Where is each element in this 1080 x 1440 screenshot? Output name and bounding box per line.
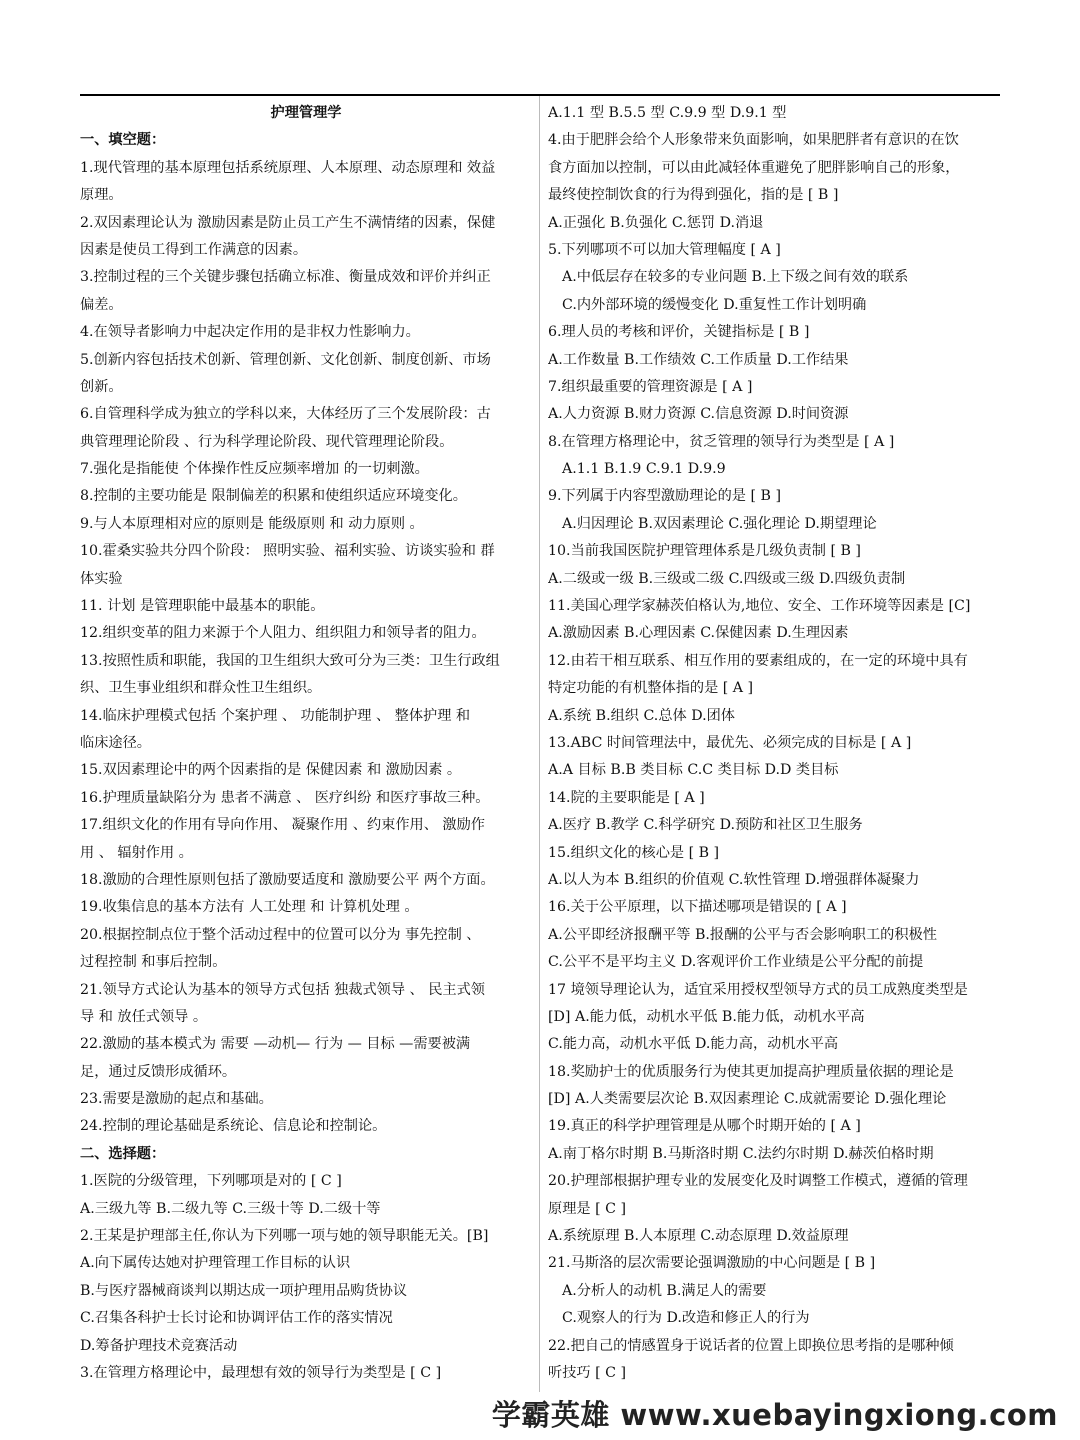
text-line: A.人力资源 B.财力资源 C.信息资源 D.时间资源 <box>548 406 849 423</box>
text-line: A.归因理论 B.双因素理论 C.强化理论 D.期望理论 <box>562 515 877 532</box>
text-line: 听技巧 [ C ] <box>548 1364 627 1381</box>
right-column <box>548 100 1000 1387</box>
text-line: 9.下列属于内容型激励理论的是 [ B ] <box>548 488 782 505</box>
text-line: 足，通过反馈形成循环。 <box>80 1063 237 1080</box>
text-line: A.南丁格尔时期 B.马斯洛时期 C.法约尔时期 D.赫茨伯格时期 <box>548 1145 934 1162</box>
text-line: 24.控制的理论基础是系统论、信息论和控制论。 <box>80 1118 387 1135</box>
text-line: 22.把自己的情感置身于说话者的位置上即换位思考指的是哪种倾 <box>548 1337 954 1354</box>
text-line: 21.马斯洛的层次需要论强调激励的中心问题是 [ B ] <box>548 1255 876 1272</box>
text-line: 13.ABC 时间管理法中，最优先、必须完成的目标是 [ A ] <box>548 734 912 751</box>
text-line: 原理是 [ C ] <box>548 1200 627 1217</box>
text-line: 11.美国心理学家赫茨伯格认为,地位、安全、工作环境等因素是 [C] <box>548 598 971 615</box>
text-line: 5.下列哪项不可以加大管理幅度 [ A ] <box>548 241 781 258</box>
text-line: A.工作数量 B.工作绩效 C.工作质量 D.工作结果 <box>548 351 849 368</box>
text-line: 3.控制过程的三个关键步骤包括确立标准、衡量成效和评价并纠正 <box>80 269 491 286</box>
text-line: 23.需要是激励的起点和基础。 <box>80 1091 273 1108</box>
text-line: 18.激励的合理性原则包括了激励要适度和 激励要公平 两个方面。 <box>80 871 495 888</box>
text-line: 14.院的主要职能是 [ A ] <box>548 789 705 806</box>
text-line: 偏差。 <box>80 296 123 313</box>
text-line: 6.理人员的考核和评价，关键指标是 [ B ] <box>548 324 810 341</box>
text-line: 9.与人本原理相对应的原则是 能级原则 和 动力原则 。 <box>80 515 424 532</box>
text-line: 19.收集信息的基本方法有 人工处理 和 计算机处理 。 <box>80 899 419 916</box>
text-line: 7.组织最重要的管理资源是 [ A ] <box>548 378 753 395</box>
left-column <box>80 100 532 1387</box>
text-line: 15.双因素理论中的两个因素指的是 保健因素 和 激励因素 。 <box>80 762 462 779</box>
text-line: D.筹备护理技术竞赛活动 <box>80 1337 238 1354</box>
text-line: 10.霍桑实验共分四个阶段： 照明实验、福利实验、访谈实验和 群 <box>80 543 495 560</box>
page-title: 护理管理学 <box>270 105 342 121</box>
text-line: 体实验 <box>80 570 123 587</box>
text-line: 22.激励的基本模式为 需要 —动机— 行为 — 目标 —需要被满 <box>80 1036 471 1053</box>
text-line: 典管理理论阶段 、行为科学理论阶段、现代管理理论阶段。 <box>80 433 454 450</box>
text-line: 4.由于肥胖会给个人形象带来负面影响，如果肥胖者有意识的在饮 <box>548 132 959 149</box>
text-line: 10.当前我国医院护理管理体系是几级负责制 [ B ] <box>548 543 861 560</box>
text-line: 12.由若干相互联系、相互作用的要素组成的，在一定的环境中具有 <box>548 652 968 669</box>
text-line: C.公平不是平均主义 D.客观评价工作业绩是公平分配的前提 <box>548 954 924 971</box>
text-line: 5.创新内容包括技术创新、管理创新、文化创新、制度创新、市场 <box>80 351 491 368</box>
text-line: 11. 计划 是管理职能中最基本的职能。 <box>80 598 325 615</box>
text-line: [D] A.人类需要层次论 B.双因素理论 C.成就需要论 D.强化理论 <box>548 1091 947 1108</box>
text-line: A.分析人的动机 B.满足人的需要 <box>562 1282 767 1299</box>
column-divider <box>539 96 540 1392</box>
watermark-brand: 学霸英雄 www.xuebayingxiong.com <box>491 1398 1058 1432</box>
text-line: 20.根据控制点位于整个活动过程中的位置可以分为 事先控制 、 <box>80 926 481 943</box>
text-line: 6.自管理科学成为独立的学科以来，大体经历了三个发展阶段：古 <box>80 406 491 423</box>
text-line: C.内外部环境的缓慢变化 D.重复性工作计划明确 <box>562 296 867 313</box>
text-line: A.系统 B.组织 C.总体 D.团体 <box>548 707 735 724</box>
section-heading: 一、填空题： <box>80 132 166 149</box>
text-line: 用 、 辐射作用 。 <box>80 844 193 861</box>
text-line: 2.双因素理论认为 激励因素是防止员工产生不满情绪的因素，保健 <box>80 214 496 231</box>
text-line: 17.组织文化的作用有导向作用、 凝聚作用 、约束作用、 激励作 <box>80 817 485 834</box>
text-line: A.向下属传达她对护理管理工作目标的认识 <box>80 1255 351 1272</box>
text-line: 19.真正的科学护理管理是从哪个时期开始的 [ A ] <box>548 1118 861 1135</box>
text-line: A.三级九等 B.二级九等 C.三级十等 D.二级十等 <box>80 1200 381 1217</box>
text-line: 13.按照性质和职能，我国的卫生组织大致可分为三类：卫生行政组 <box>80 652 500 669</box>
text-line: 导 和 放任式领导 。 <box>80 1008 208 1025</box>
text-line: B.与医疗器械商谈判以期达成一项护理用品购货协议 <box>80 1282 408 1299</box>
text-line: 特定功能的有机整体指的是 [ A ] <box>548 680 754 697</box>
text-line: 16.关于公平原理，以下描述哪项是错误的 [ A ] <box>548 899 847 916</box>
text-line: 21.领导方式论认为基本的领导方式包括 独裁式领导 、 民主式领 <box>80 981 485 998</box>
text-line: 临床途径。 <box>80 734 151 751</box>
text-line: 8.在管理方格理论中，贫乏管理的领导行为类型是 [ A ] <box>548 433 895 450</box>
text-line: 16.护理质量缺陷分为 患者不满意 、 医疗纠纷 和医疗事故三种。 <box>80 789 490 806</box>
text-line: A.A 目标 B.B 类目标 C.C 类目标 D.D 类目标 <box>548 762 839 779</box>
text-line: A.1.1 型 B.5.5 型 C.9.9 型 D.9.1 型 <box>548 105 787 121</box>
text-line: A.以人为本 B.组织的价值观 C.软性管理 D.增强群体凝聚力 <box>548 871 920 888</box>
section-heading: 二、选择题： <box>80 1145 166 1162</box>
text-line: 12.组织变革的阻力来源于个人阻力、组织阻力和领导者的阻力。 <box>80 625 486 642</box>
text-line: 2.王某是护理部主任,你认为下列哪一项与她的领导职能无关。[B] <box>80 1228 489 1245</box>
text-line: 20.护理部根据护理专业的发展变化及时调整工作模式，遵循的管理 <box>548 1173 968 1190</box>
text-line: A.系统原理 B.人本原理 C.动态原理 D.效益原理 <box>548 1228 849 1245</box>
text-line: 14.临床护理模式包括 个案护理 、 功能制护理 、 整体护理 和 <box>80 707 471 724</box>
text-line: A.中低层存在较多的专业问题 B.上下级之间有效的联系 <box>562 269 909 286</box>
text-line: 4.在领导者影响力中起决定作用的是非权力性影响力。 <box>80 324 420 341</box>
text-line: 创新。 <box>80 378 123 395</box>
text-line: 18.奖励护士的优质服务行为使其更加提高护理质量依据的理论是 <box>548 1063 954 1080</box>
text-line: 食方面加以控制，可以由此减轻体重避免了肥胖影响自己的形象， <box>548 159 960 176</box>
text-line: 最终使控制饮食的行为得到强化，指的是 [ B ] <box>548 187 839 204</box>
text-line: 原理。 <box>80 187 123 204</box>
text-line: 过程控制 和事后控制。 <box>80 954 227 971</box>
text-line: 织、卫生事业组织和群众性卫生组织。 <box>80 680 322 697</box>
text-line: A.公平即经济报酬平等 B.报酬的公平与否会影响职工的积极性 <box>548 926 937 943</box>
text-line: [D] A.能力低，动机水平低 B.能力低，动机水平高 <box>548 1008 865 1025</box>
text-line: C.召集各科护士长讨论和协调评估工作的落实情况 <box>80 1310 393 1327</box>
text-line: 3.在管理方格理论中，最理想有效的领导行为类型是 [ C ] <box>80 1364 442 1381</box>
text-line: 1.现代管理的基本原理包括系统原理、人本原理、动态原理和 效益 <box>80 159 496 176</box>
text-line: 因素是使员工得到工作满意的因素。 <box>80 241 308 258</box>
text-line: A.激励因素 B.心理因素 C.保健因素 D.生理因素 <box>548 625 849 642</box>
text-line: 8.控制的主要功能是 限制偏差的积累和使组织适应环境变化。 <box>80 488 467 505</box>
text-line: C.能力高，动机水平低 D.能力高，动机水平高 <box>548 1036 839 1053</box>
text-line: A.1.1 B.1.9 C.9.1 D.9.9 <box>562 461 726 478</box>
text-line: A.二级或一级 B.三级或二级 C.四级或三级 D.四级负责制 <box>548 570 906 587</box>
text-line: A.医疗 B.教学 C.科学研究 D.预防和社区卫生服务 <box>548 817 863 834</box>
text-line: 17 境领导理论认为，适宜采用授权型领导方式的员工成熟度类型是 <box>548 981 968 998</box>
text-line: C.观察人的行为 D.改造和修正人的行为 <box>562 1310 810 1327</box>
text-line: 15.组织文化的核心是 [ B ] <box>548 844 720 861</box>
text-line: 1.医院的分级管理，下列哪项是对的 [ C ] <box>80 1173 342 1190</box>
top-rule <box>80 94 1000 96</box>
text-line: 7.强化是指能使 个体操作性反应频率增加 的一切刺激。 <box>80 461 429 478</box>
text-line: A.正强化 B.负强化 C.惩罚 D.消退 <box>548 214 764 231</box>
